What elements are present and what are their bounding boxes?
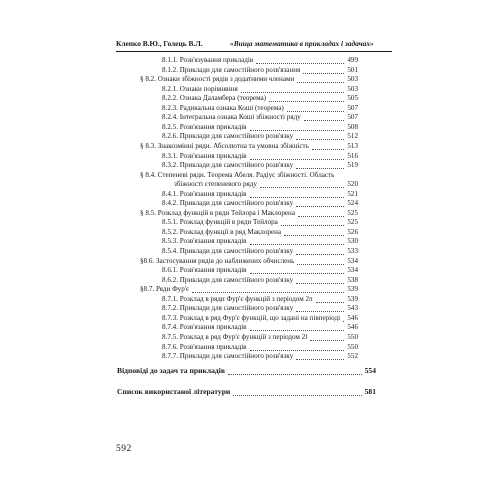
toc-leader-dots <box>250 321 344 331</box>
back-matter-page: 581 <box>364 387 376 396</box>
toc-leader-dots <box>287 102 344 112</box>
toc-leader-dots <box>250 121 344 131</box>
toc-entry-title: 8.1.1. Розв'язування прикладів <box>162 56 254 64</box>
toc-leader-dots <box>296 130 344 140</box>
toc-leader-dots <box>303 64 344 74</box>
toc-entry-title: 8.6.1. Розв'язання прикладів <box>162 266 247 275</box>
toc-entry-page: 505 <box>347 94 358 103</box>
toc-entry-page: 521 <box>347 189 358 198</box>
toc-entry-title: 8.2.4. Інтегральна ознака Коші збіжності ряду <box>162 113 301 122</box>
toc-entry-page: 525 <box>347 218 358 227</box>
toc-entry-title: 8.4.2. Приклади для самостійного розв'язку <box>162 199 294 208</box>
toc-entry-page: 538 <box>347 275 358 284</box>
toc-entry-title: 8.7.4. Розв'язання прикладів <box>162 323 247 332</box>
toc-entry-title: 8.7.1. Розклад в ряди Фур'є функцій з періодом 2π <box>162 294 313 303</box>
toc-entry-page: 552 <box>347 352 358 361</box>
toc-leader-dots <box>250 235 344 245</box>
toc-leader-dots <box>296 350 344 360</box>
toc-entry <box>162 304 358 313</box>
header-authors: Клепко В.Ю., Голець В.Л. <box>116 39 203 48</box>
toc-leader-dots <box>250 188 344 198</box>
toc-entry-page: 530 <box>347 237 358 246</box>
toc-entry-page: 543 <box>347 304 358 313</box>
toc-leader-dots <box>296 302 344 312</box>
toc-entry <box>162 352 358 361</box>
toc-entry-page: 519 <box>347 161 358 170</box>
toc-leader-dots <box>256 54 344 64</box>
toc-leader-dots <box>296 197 344 207</box>
toc-entry-title: 8.7.6. Розв'язання прикладів <box>162 342 247 351</box>
header-book-title: «Вища математика в прикладах і задачах» <box>230 39 374 48</box>
toc-entry-title: § 8.5. Розклад функцій в ряди Тейлора і Маклорена <box>140 208 295 217</box>
toc-leader-dots <box>296 245 344 255</box>
back-matter-title: Відповіді до задач та прикладів <box>117 366 225 375</box>
toc-entry-title: 8.7.3. Розклад в ряд Фур'є функцій, що задані на півперіоді <box>162 313 341 322</box>
toc-entry-page: 524 <box>347 199 358 208</box>
toc-leader-dots <box>233 385 362 396</box>
toc-leader-dots <box>269 92 344 102</box>
toc-entry-page: 539 <box>347 285 358 294</box>
toc-entry-title: 8.2.5. Розв'язання прикладів <box>162 122 247 131</box>
toc-entry-page: 533 <box>347 247 358 255</box>
back-matter-entry <box>117 387 376 397</box>
toc-entry-page: 516 <box>347 151 358 160</box>
toc-leader-dots <box>284 226 344 236</box>
toc-leader-dots <box>304 111 344 121</box>
toc-leader-dots <box>250 150 344 160</box>
toc-entry-title: 8.5.3. Розв'язання прикладів <box>162 237 247 246</box>
toc-entry-page: 503 <box>347 75 358 84</box>
toc-entry-title: § 8.3. Знакозмінні ряди. Абсолютна та умовна збіжність <box>140 141 309 150</box>
toc-entry-title: 8.2.6. Приклади для самостійного розв'язку <box>162 132 294 141</box>
back-matter-title: Список використаної літератури <box>117 387 231 396</box>
toc-entry-title: 8.1.2. Приклади для самостійного розв'язання <box>162 65 301 74</box>
toc-leader-dots <box>241 83 344 93</box>
toc-leader-dots <box>296 274 344 284</box>
toc-entry-page: 534 <box>347 266 358 275</box>
toc-entry-title: § 8.4. Степеневі ряди. Теорема Абеля. Радіус збіжності. Область <box>140 170 335 179</box>
toc-entry-page: 534 <box>347 256 358 265</box>
toc-entry-title: 8.7.5. Розклад в ряд Фур'є функцій з періодом 2l <box>162 332 308 341</box>
toc-entry-page: 546 <box>347 323 358 332</box>
toc-leader-dots <box>297 73 344 83</box>
toc-entry-page: 501 <box>347 65 358 74</box>
toc-leader-dots <box>260 178 344 188</box>
toc-entry-page: 520 <box>347 180 358 189</box>
toc-leader-dots <box>250 341 344 351</box>
toc-entry-title: 8.3.2. Приклади для самостійного розв'язку <box>162 161 294 170</box>
toc-entry-title: 8.2.1. Ознаки порівняння <box>162 84 238 93</box>
toc-entry-title: 8.5.2. Розклад функції в ряд Маклорена <box>162 227 282 236</box>
toc-leader-dots <box>298 207 344 217</box>
toc-entry-title: 8.4.1. Розв'язання прикладів <box>162 189 247 198</box>
toc-entry-title: §8.7. Ряди Фур'є <box>140 285 190 294</box>
toc-entry-page: 512 <box>347 132 358 141</box>
toc-entry-page: 526 <box>347 227 358 236</box>
back-matter-page: 554 <box>364 366 376 375</box>
toc-entry-title: 8.5.4. Приклади для самостійного розв'язку <box>162 247 294 255</box>
toc-leader-dots <box>297 255 344 265</box>
toc-entry <box>162 161 358 170</box>
toc-leader-dots <box>316 293 344 303</box>
toc-entry-page: 499 <box>347 56 358 64</box>
toc-entry-page: 550 <box>347 332 358 341</box>
toc-entry-title: 8.3.1. Розв'язання прикладів <box>162 151 247 160</box>
toc-entry-title: 8.6.2. Приклади для самостійного розв'язку <box>162 275 294 284</box>
toc-entry-page: 525 <box>347 208 358 217</box>
toc-entry-title: § 8.2. Ознаки збіжності рядів з додатними членами <box>140 75 295 84</box>
toc-entry-title: 8.2.3. Радикальна ознака Коші (теорема) <box>162 103 284 112</box>
toc-leader-dots <box>296 159 344 169</box>
toc-entry-title: 8.5.1. Розклад функцій в ряди Тейлора <box>162 218 278 227</box>
toc-leader-dots <box>228 364 362 375</box>
back-matter-entry <box>117 366 376 376</box>
toc-leader-dots <box>281 216 344 226</box>
toc-entry-title: 8.7.7. Приклади для самостійного розв'язку <box>162 352 294 361</box>
toc-entry-page: 539 <box>347 294 358 303</box>
toc-entry-page: 503 <box>347 84 358 93</box>
toc-leader-dots <box>250 264 344 274</box>
toc-entry-title: §8.6. Застосування рядів до наближених обчислень <box>140 256 295 265</box>
toc-entry-title: 8.7.2. Приклади для самостійного розв'язку <box>162 304 294 313</box>
toc-entry-page: 546 <box>347 313 358 322</box>
toc-leader-dots <box>343 312 344 322</box>
toc-leader-dots <box>192 283 344 293</box>
page-number: 592 <box>116 444 132 454</box>
toc-entry-title: 8.2.2. Ознака Даламбера (теорема) <box>162 94 267 103</box>
toc-entry-page: 513 <box>347 141 358 150</box>
toc-leader-dots <box>310 331 344 341</box>
toc-leader-dots <box>312 140 344 150</box>
toc-entry-page: 508 <box>347 122 358 131</box>
header-rule <box>116 51 392 52</box>
toc-entry-page: 507 <box>347 113 358 122</box>
toc-entry-page: 507 <box>347 103 358 112</box>
toc-entry-title: збіжності степеневого ряду <box>174 180 257 189</box>
toc-entry-page: 550 <box>347 342 358 351</box>
